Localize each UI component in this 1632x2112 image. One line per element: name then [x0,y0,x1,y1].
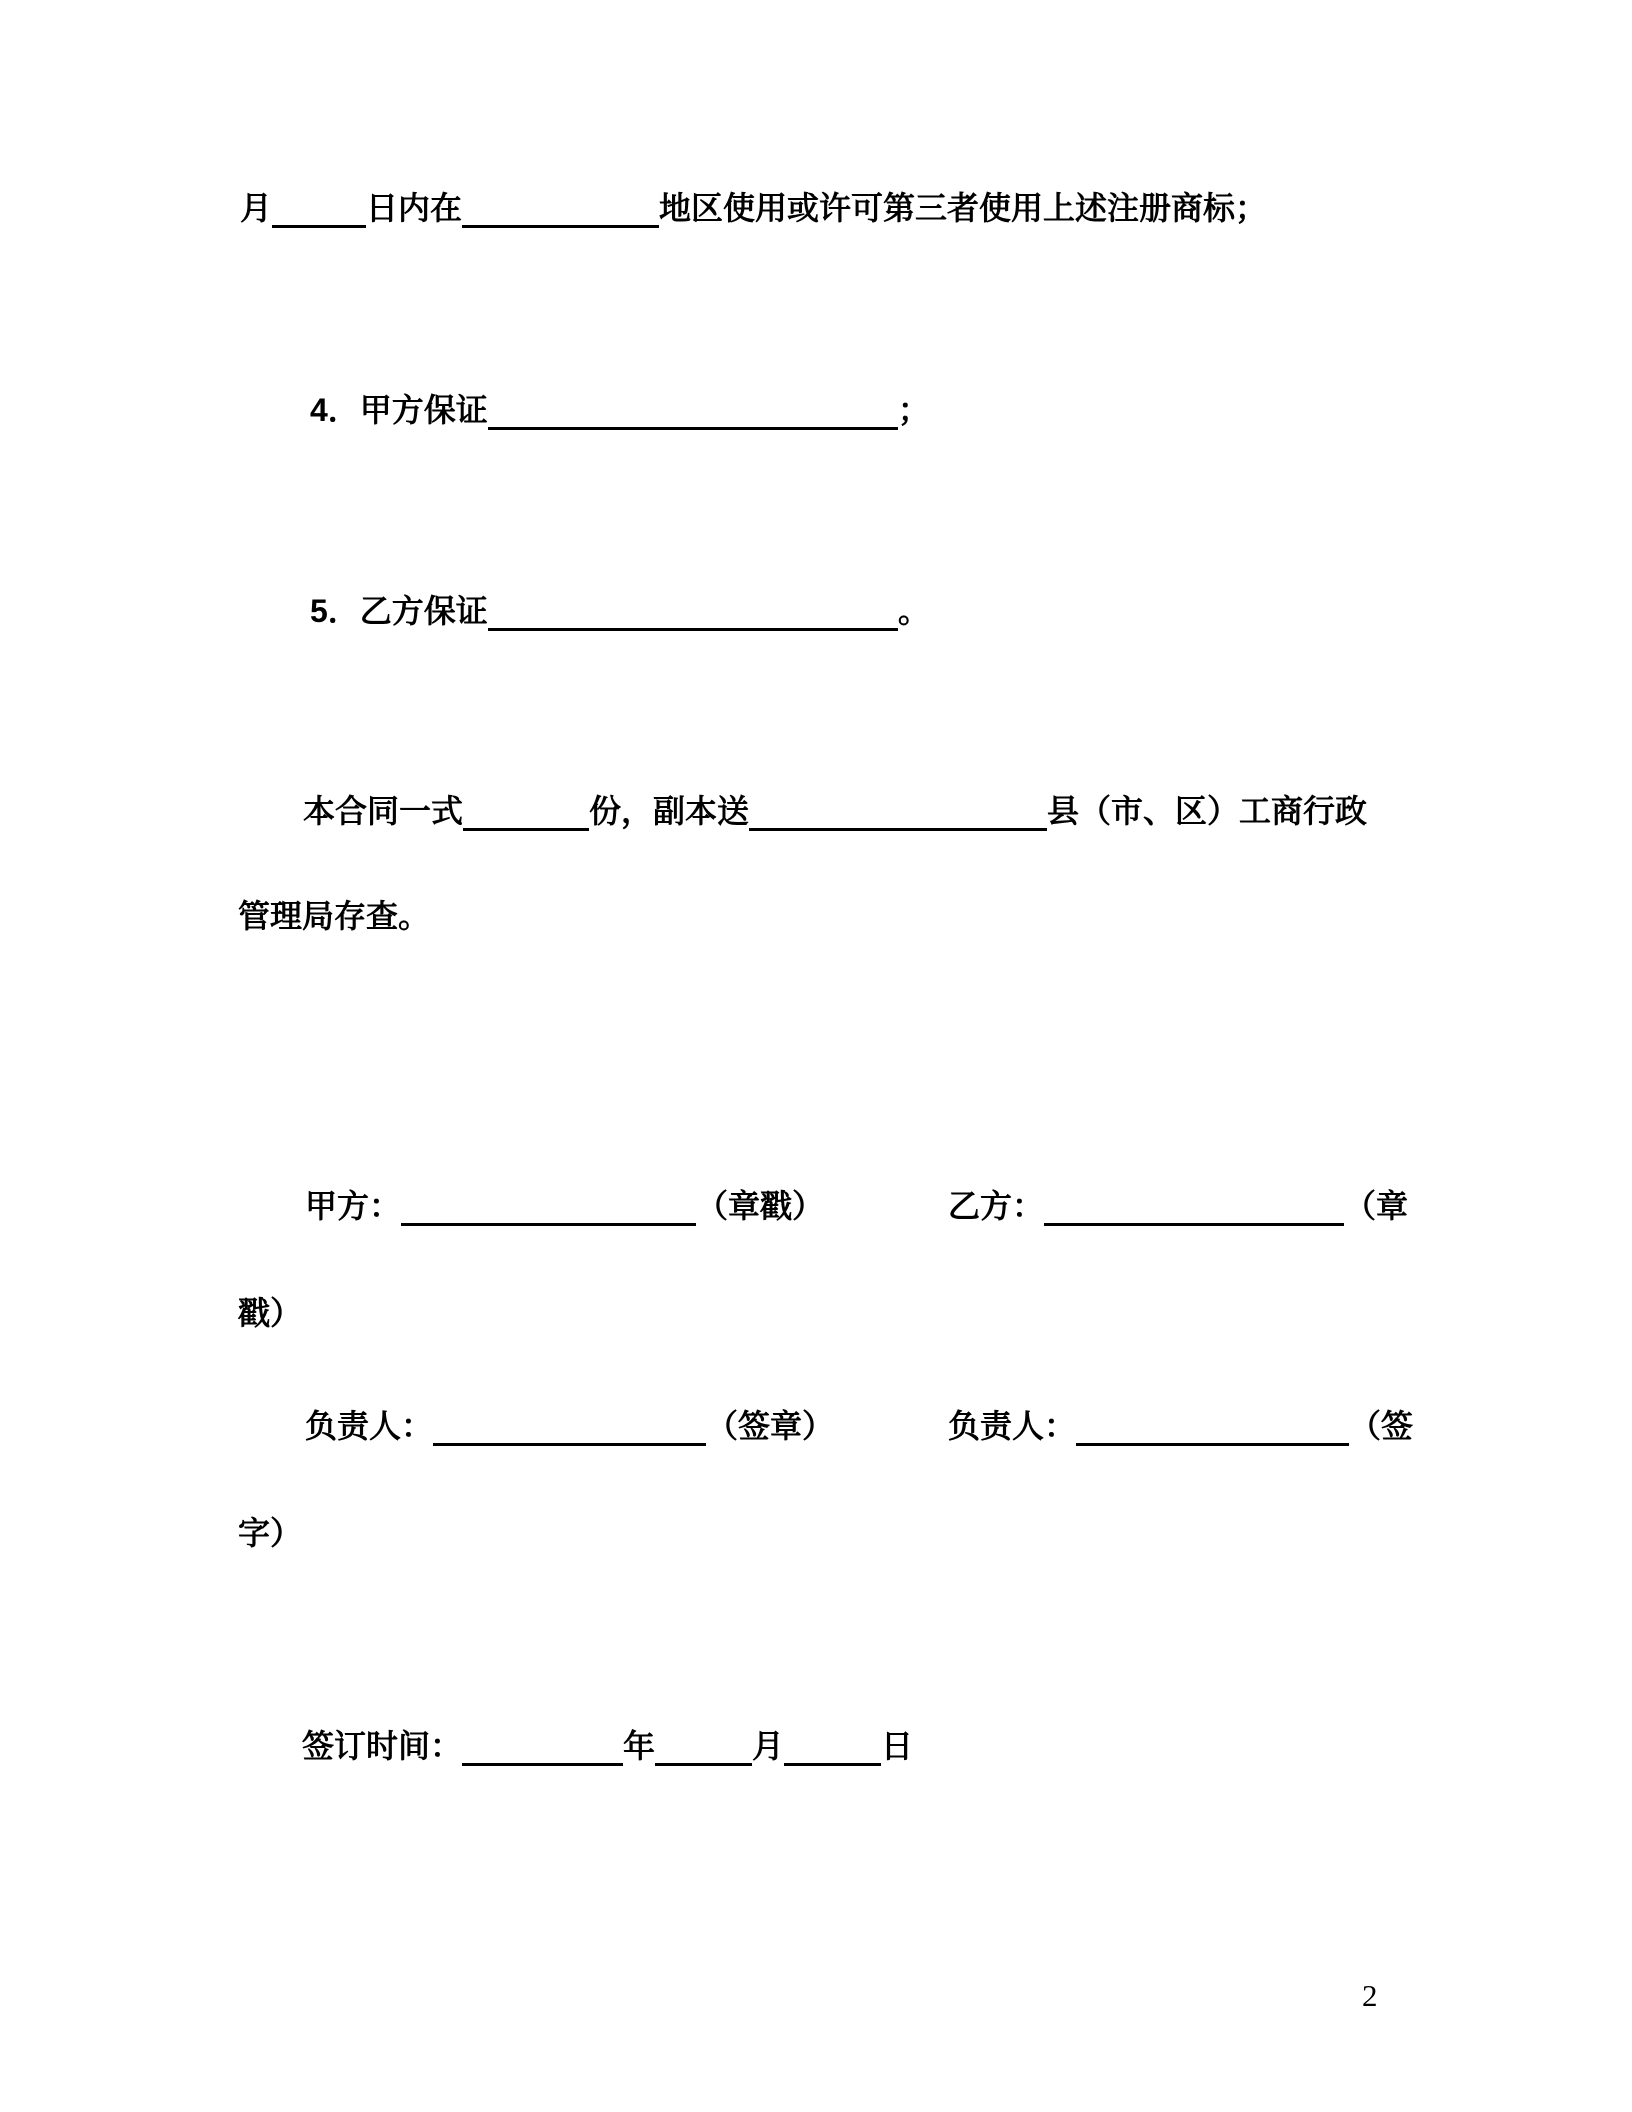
blank-party-a-name [401,1223,696,1226]
copies-text-2: 份，副本送 [589,793,750,829]
blank-copies-count [463,828,589,831]
party-b-group [948,1184,1408,1228]
party-b-seal-label-wrap: 戳） [238,1295,303,1331]
text-line-rep-b-sign-wrap [238,1511,302,1559]
day-char: 日 [881,1728,914,1764]
page-number: 2 [1362,1978,1378,2013]
blank-party-b-name [1044,1223,1344,1226]
clause3-day-in-text: 日内在 [366,190,463,226]
clause4-label: 4．甲方保证 [310,392,488,428]
party-a-group [305,1184,824,1228]
rep-a-group [305,1404,834,1448]
text-line-copies-1 [303,789,1367,837]
party-b-label: 乙方： [948,1188,1045,1224]
text-line-clause3-continuation [240,186,1267,234]
blank-rep-a-name [433,1443,706,1446]
text-line-party-b-seal-wrap [238,1291,302,1339]
blank-month [655,1763,752,1766]
party-b-seal-label-start: （章 [1344,1188,1409,1224]
rep-a-label: 负责人： [305,1408,434,1444]
blank-party-b-guarantee [488,628,898,631]
party-a-seal-label: （章戳） [696,1188,825,1224]
text-line-rep-signature [0,1404,1632,1452]
blank-year [462,1763,623,1766]
rep-b-sign-label-wrap: 字） [238,1515,303,1551]
blank-territory [462,225,659,228]
blank-authority-name [749,828,1047,831]
text-line-copies-2 [238,894,430,942]
clause3-tail-text: 地区使用或许可第三者使用上述注册商标； [659,190,1268,226]
signing-date-label: 签订时间： [302,1728,463,1764]
clause4-punct: ； [897,392,930,428]
rep-b-group [948,1404,1413,1448]
clause5-punct: 。 [897,593,930,629]
text-line-party-signature [0,1184,1632,1232]
rep-b-label: 负责人： [948,1408,1077,1444]
clause5-label: 5．乙方保证 [310,593,488,629]
blank-rep-b-name [1076,1443,1349,1446]
text-line-signing-date [302,1724,913,1772]
blank-date-day [784,1763,881,1766]
rep-b-sign-label-start: （签 [1349,1408,1414,1444]
clause3-month-char: 月 [240,190,273,226]
text-line-clause5 [310,589,930,637]
blank-day [272,225,366,228]
copies-text-4: 管理局存查。 [238,898,431,934]
copies-text-3: 县（市、区）工商行政 [1047,793,1368,829]
party-a-label: 甲方： [305,1188,402,1224]
text-line-clause4 [310,388,930,436]
blank-party-a-guarantee [488,427,898,430]
month-char: 月 [752,1728,785,1764]
copies-text-1: 本合同一式 [303,793,464,829]
rep-a-sign-label: （签章） [706,1408,835,1444]
year-char: 年 [623,1728,656,1764]
